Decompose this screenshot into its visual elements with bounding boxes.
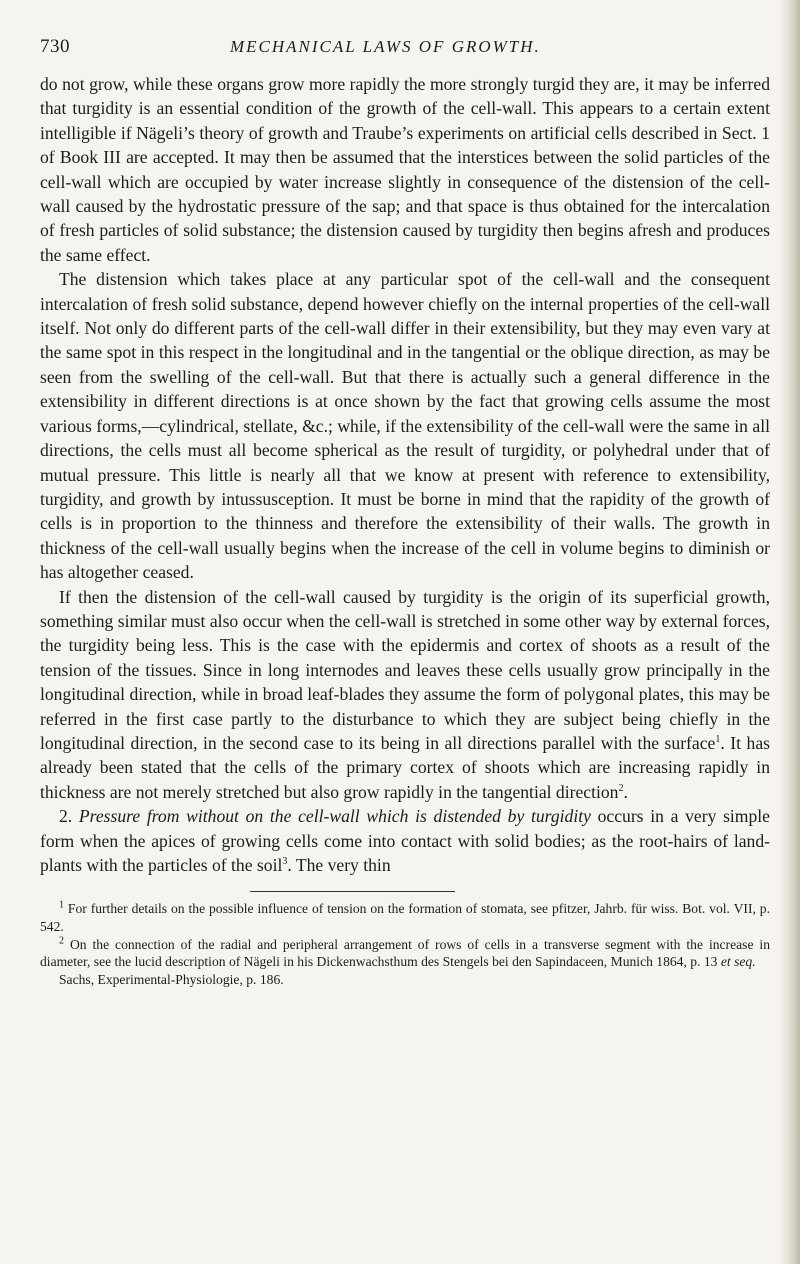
page-edge-shadow: [778, 0, 800, 1264]
section-heading: Pressure from without on the cell-wall which is distended by turgidity: [78, 806, 591, 827]
paragraph-1: [40, 72, 770, 267]
footnote-ref-2: 2: [618, 782, 624, 794]
page-header: [40, 36, 770, 72]
paragraph-1-text: do not grow, while these organs grow more rapidly the more strongly turgid they are, it may be inferred that turgidity is an essential condition of the growth of the cell-wall. This appears to a certain extent intelligible if Nägeli’s theory of growth and Traube’s experiments on artificial cells described in Sect. 1 of Book III are accepted. It may then be assumed that the interstices between the solid particles of the cell-wall which are occupied by water increase slightly in consequence of the distension of the cell-wall caused by the hydrostatic pressure of the sap; and that space is thus obtained for the intercalation of fresh particles of solid substance; the distension caused by turgidity then begins afresh and produces the same effect.: [40, 74, 770, 265]
footnote-1-text: For further details on the possible influence of tension on the formation of stomata, see pfitzer, Jahrb. für wiss. Bot. vol. VII, p. 542.: [40, 901, 770, 934]
paragraph-3-text: If then the distension of the cell-wall caused by turgidity is the origin of its superficial growth, something similar must also occur when the cell-wall is stretched in some other way by external forces, the turgidity being less. This is the case with the epidermis and cortex of shoots as a result of the tension of the tissues. Since in long internodes and leaves these cells usually grow principally in the longitudinal direction, while in broad leaf-blades they assume the form of polygonal plates, this may be referred in the first case partly to the disturbance to which they are subject being chiefly in the longitudinal direction, in the second case to its being in all directions parallel with the surface: [40, 586, 770, 753]
paragraph-4-text-end: . The very thin: [287, 855, 391, 875]
footnote-2-text: On the connection of the radial and peripheral arrangement of rows of cells in a transverse segment with the increase in diameter, see the lucid description of Nägeli in his Dickenwachsthum des Stengels bei den Sapindaceen, Munich 1864, p. 13: [40, 936, 770, 970]
footnote-1: [40, 900, 770, 935]
paragraph-4: [40, 804, 770, 877]
footnote-2-continuation: [40, 971, 770, 989]
book-page: [40, 36, 770, 988]
paragraph-2: [40, 267, 770, 584]
footnote-2: [40, 936, 770, 971]
section-number: 2.: [59, 806, 79, 827]
paragraph-3-text-mid: . It has already been stated that the cells of the primary cortex of shoots which are increasing rapidly in thickness are not merely stretched but also grow rapidly in the tangential direction: [40, 732, 770, 802]
footnote-ref-3: 3: [282, 856, 288, 868]
footnote-2-cont-text: Sachs, Experimental-Physiologie, p. 186.: [59, 971, 284, 987]
running-title: MECHANICAL LAWS OF GROWTH.: [230, 37, 541, 56]
footnote-2-mark: 2: [59, 935, 64, 947]
paragraph-2-text: The distension which takes place at any particular spot of the cell-wall and the consequent intercalation of fresh solid substance, depend however chiefly on the internal properties of the cell-wall itself. Not only do different parts of the cell-wall differ in their extensibility, but they may even vary at the same spot in this respect in the longitudinal and in the tangential or the oblique direction, as may be seen from the swelling of the cell-wall. But that there is actually such a general difference in the extensibility in different directions is at once shown by the fact that growing cells assume the most various forms,—cylindrical, stellate, &c.; while, if the extensibility of the cell-wall were the same in all directions, the cells must all become spherical as the result of turgidity, or polyhedral under that of mutual pressure. This little is nearly all that we know at present with reference to extensibility, turgidity, and growth by intussusception. It must be borne in mind that the rapidity of the growth of cells is in proportion to the thinness and therefore the extensibility of their walls. The growth in thickness of the cell-wall usually begins when the increase of the cell in volume begins to diminish or has altogether ceased.: [40, 269, 770, 583]
paragraph-4-text: occurs in a very simple form when the apices of growing cells come into contact with solid bodies; as the root-hairs of land-plants with the particles of the soil: [40, 806, 770, 875]
paragraph-3-text-end: .: [623, 781, 628, 802]
footnote-1-mark: 1: [59, 899, 64, 911]
paragraph-3: [40, 585, 770, 805]
footnotes: [40, 900, 770, 988]
body-text: [40, 72, 770, 877]
footnote-ref-1: 1: [715, 734, 721, 746]
footnote-2-et-seq: et seq.: [720, 954, 756, 970]
page-number: 730: [40, 36, 70, 57]
footnote-rule: [250, 891, 455, 892]
